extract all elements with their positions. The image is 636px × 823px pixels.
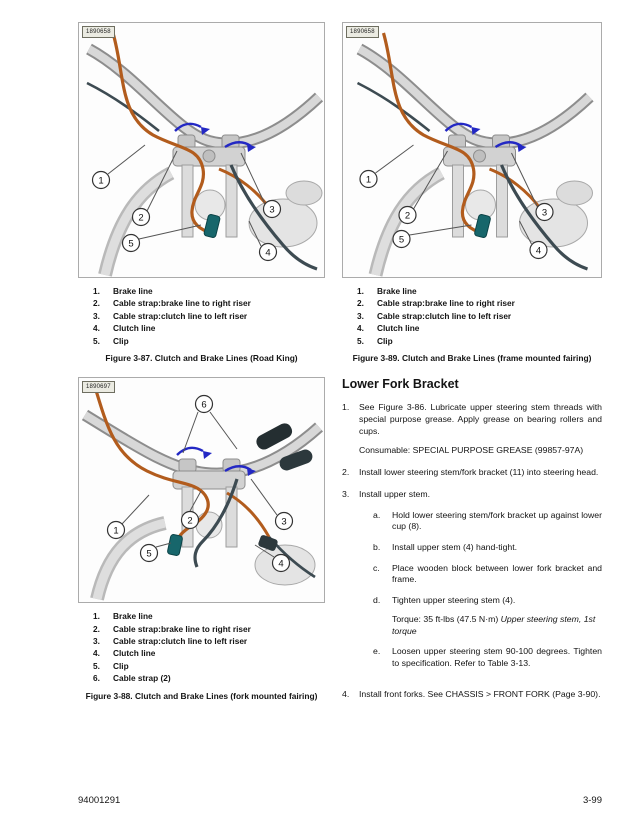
right-column: [342, 22, 602, 715]
substep-e-text: Loosen upper steering stem 90-100 degrees. Tighten to specification. Refer to Table 3-13.: [392, 646, 602, 669]
step-3-text: Install upper stem.: [359, 488, 430, 499]
right-riser: [179, 459, 196, 472]
callout-2-label: 2: [138, 212, 144, 224]
section-title: Lower Fork Bracket: [342, 377, 459, 392]
substep-b: b. Install upper stem (4) hand-tight.: [373, 542, 602, 554]
callout-3-label: 3: [281, 516, 287, 528]
figure-3-89-legend: [342, 285, 602, 347]
clutch-brake-diagram-fork-fairing: [79, 378, 324, 602]
figure-3-88: [78, 377, 325, 702]
legend-item: 4. Clutch line: [357, 323, 420, 334]
figure-3-88-caption: Figure 3-88. Clutch and Brake Lines (fork mounted fairing): [85, 690, 318, 701]
callout-3-label: 3: [541, 207, 548, 219]
figure-3-88-image: [78, 377, 325, 603]
left-column: [78, 22, 325, 715]
procedure-steps: [342, 402, 602, 700]
figure-3-87: [78, 22, 325, 364]
substep-b-text: Install upper stem (4) hand-tight.: [392, 541, 518, 552]
page-content: [78, 22, 602, 715]
clutch-brake-diagram-road-king: [79, 23, 324, 277]
clip: [167, 534, 183, 556]
legend-item: 6. Cable strap (2): [93, 673, 171, 684]
legend-item: 5. Clip: [93, 335, 129, 346]
legend-item: 5. Clip: [93, 660, 129, 671]
legend-item: 4. Clutch line: [93, 648, 156, 659]
legend-item: 2. Cable strap:brake line to right riser: [93, 298, 251, 309]
callout-2-label: 2: [404, 210, 411, 222]
image-id-tag: 1890658: [82, 26, 115, 38]
cable-strap-arrow-right-riser: [177, 448, 203, 455]
legend-item: 3. Cable strap:clutch line to left riser: [93, 310, 248, 321]
legend-item: 3. Cable strap:clutch line to left riser: [93, 635, 248, 646]
callout-1-label: 1: [98, 175, 104, 187]
image-id-tag: 1890658: [346, 26, 379, 38]
frame-right: [249, 199, 317, 247]
legend-item: 1. Brake line: [357, 286, 417, 296]
figure-3-89: [342, 22, 602, 364]
substep-c-text: Place wooden block between lower fork bracket and frame.: [392, 562, 602, 585]
step-4: 4. Install front forks. See CHASSIS > FRONT FORK (Page 3-90).: [342, 688, 601, 699]
torque-spec: Torque: 35 ft-lbs (47.5 N·m) Upper steering stem, 1st torque: [392, 613, 596, 636]
callout-4-label: 4: [278, 558, 284, 570]
substep-a: a. Hold lower steering stem/fork bracket up against lower cup (8).: [373, 509, 602, 532]
callout-5-label: 5: [128, 238, 134, 250]
image-id-tag: 1890697: [82, 381, 115, 393]
legend-item: 2. Cable strap:brake line to right riser: [357, 298, 515, 309]
callout-4-label: 4: [265, 247, 271, 259]
substep-a-text: Hold lower steering stem/fork bracket up against lower cup (8).: [392, 509, 602, 532]
legend-item: 1. Brake line: [93, 286, 153, 296]
legend-item: 1. Brake line: [93, 611, 153, 622]
clutch-brake-diagram-frame-fairing: [343, 23, 601, 277]
figure-3-87-caption: Figure 3-87. Clutch and Brake Lines (Road King): [105, 353, 298, 364]
substep-d-text: Tighten upper steering stem (4).: [392, 595, 516, 606]
substeps: [359, 510, 602, 670]
callout-5-label: 5: [146, 548, 152, 560]
figure-3-88-legend: [78, 610, 325, 685]
figure-3-89-caption: Figure 3-89. Clutch and Brake Lines (frame mounted fairing): [352, 353, 592, 364]
lower-fork-bracket-section: [342, 377, 602, 700]
callout-3-label: 3: [269, 204, 275, 216]
figure-3-87-image: [78, 22, 325, 278]
step-2-text: Install lower steering stem/fork bracket (11) into steering head.: [359, 467, 599, 478]
callout-4-label: 4: [535, 245, 542, 257]
callout-5-label: 5: [398, 234, 405, 246]
page-footer: [78, 795, 602, 806]
page-number: 3-99: [582, 795, 602, 806]
substep-e: e. Loosen upper steering stem 90-100 degrees. Tighten to specification. Refer to Table 3-13.: [373, 646, 602, 669]
legend-item: 4. Clutch line: [93, 323, 156, 334]
figure-3-89-image: [342, 22, 602, 278]
document-number: 94001291: [78, 795, 121, 806]
figure-3-87-legend: [78, 285, 325, 347]
callout-2-label: 2: [187, 515, 193, 527]
torque-note: Upper steering stem, 1st torque: [392, 613, 596, 636]
step-1: 1. See Figure 3-86. Lubricate upper steering stem threads with special purpose grease. Apply grease on bearing rollers and cups. Consumable: SPECIAL PURPOSE GREASE (99857-97A): [342, 402, 602, 456]
substep-c: c. Place wooden block between lower fork bracket and frame.: [373, 562, 602, 585]
legend-item: 5. Clip: [357, 335, 393, 346]
step-1-text: See Figure 3-86. Lubricate upper steering stem threads with special purpose grease. Apply grease on bearing rollers and cups.: [359, 402, 602, 436]
substep-d: d. Tighten upper steering stem (4). Torque: 35 ft-lbs (47.5 N·m) Upper steering stem, 1st torque: [373, 595, 602, 637]
legend-item: 3. Cable strap:clutch line to left riser: [357, 310, 512, 321]
callout-1-label: 1: [365, 174, 372, 186]
fork-tube: [182, 165, 193, 237]
step-4-text: Install front forks. See CHASSIS > FRONT FORK (Page 3-90).: [359, 688, 601, 699]
consumable-note: Consumable: SPECIAL PURPOSE GREASE (99857-97A): [359, 445, 584, 456]
step-2: 2. Install lower steering stem/fork bracket (11) into steering head.: [342, 467, 602, 479]
callout-6-label: 6: [201, 399, 207, 411]
legend-item: 2. Cable strap:brake line to right riser: [93, 623, 251, 634]
callout-1-label: 1: [113, 525, 119, 537]
step-3: 3. Install upper stem. a. Hold lower steering stem/fork bracket up against lower cup (8). b. Install upper stem (4) hand-tight. c. Place wooden block between lower fork bracket and frame. d. Tighten upper steering stem (4). Torque: 35 ft-lbs (47.5 N·m) Upper steering stem, 1st torque e. Loosen upper steering stem 90-100 degrees. Tighten to specification. Refer to Table 3-13.: [342, 488, 602, 669]
